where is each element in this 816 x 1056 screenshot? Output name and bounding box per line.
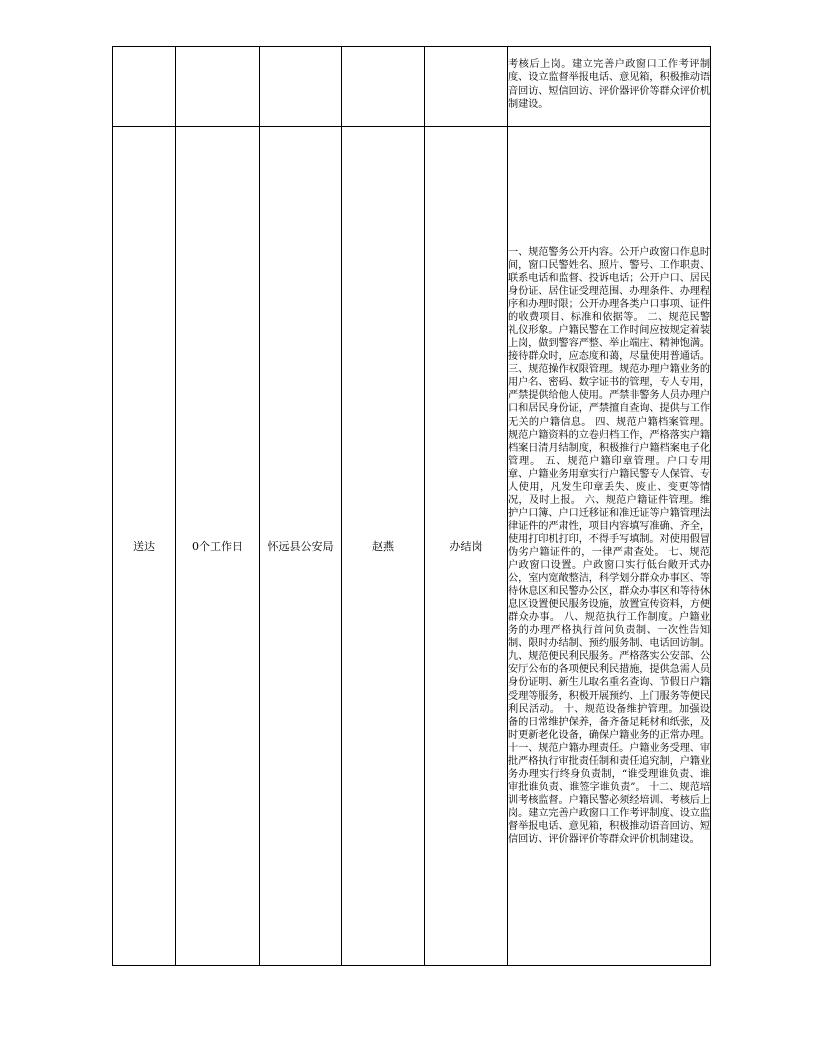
cell-person-empty	[342, 47, 425, 127]
content-text: 一、规范警务公开内容。公开户政窗口作息时间，窗口民警姓名、照片、警号、工作职责、联系电话和监督、投诉电话；公开户口、居民身份证、居住证受理范围、办理条件、办理程序和办理时限；公开办理各类户口事项、证件的收费项目、标准和依据等。 二、规范民警礼仪形象。户籍民警在工作时间应按规定着装上岗，做到警容严整、举止端庄、精神饱满。接待群众时，应态度和蔼，尽量使用普通话。三、规范操作权限管理。规范办理户籍业务的用户名、密码、数字证书的管理，专人专用，严禁提供给他人使用。严禁非警务人员办理户口和居民身份证，严禁擅自查询、提供与工作无关的户籍信息。 四、规范户籍档案管理。规范户籍资料的立卷归档工作，严格落实户籍档案日清月结制度，积极推行户籍档案电子化管理。 五、规范户籍印章管理。户口专用章、户籍业务用章实行户籍民警专人保管、专人使用，凡发生印章丢失、废止、变更等情况，及时上报。 六、规范户籍证件管理。维护户口簿、户口迁移证和准迁证等户籍管理法律证件的严肃性，项目内容填写准确、齐全，使用打印机打印，不得手写填制。对使用假冒伪劣户籍证件的，一律严肃查处。 七、规范户政窗口设置。户政窗口实行低台敞开式办公，室内宽敞整洁，科学划分群众办事区、等待休息区和民警办公区，群众办事区和等待休息区设置便民服务设施，放置宣传资料，方便群众办事。 八、规范执行工作制度。户籍业务的办理严格执行首问负责制、一次性告知制、限时办结制、预约服务制、电话回访制。 九、规范便民利民服务。严格落实公安部、公安厅公布的各项便民利民措施，提供急需人员身份证明、新生儿取名重名查询、节假日户籍受理等服务，积极开展预约、上门服务等便民利民活动。 十、规范设备维护管理。加强设备的日常维护保养，备齐备足耗材和纸张，及时更新老化设备，确保户籍业务的正常办理。 十一、规范户籍办理责任。户籍业务受理、审批严格执行审批责任制和责任追究制，户籍业务办理实行终身负责制，“谁受理谁负责、谁审批谁负责、谁签字谁负责”。 十二、规范培训考核监督。户籍民警必须经培训、考核后上岗。建立完善户政窗口工作考评制度、设立监督举报电话、意见箱，积极推动语音回访、短信回访、评价器评价等群众评价机制建设。	[508, 246, 710, 846]
cell-time-limit	[176, 127, 260, 966]
table-row-delivery	[113, 127, 711, 966]
post-text: 办结岗	[449, 539, 483, 553]
cell-time-limit-empty	[176, 47, 260, 127]
cell-step	[113, 127, 176, 966]
department-text: 怀远县公安局	[267, 539, 334, 553]
content-text-continued: 考核后上岗。建立完善户政窗口工作考评制度、设立监督举报电话、意见箱，积极推动语音回访、短信回访、评价器评价等群众评价机制建设。	[508, 59, 710, 110]
cell-person	[342, 127, 425, 966]
step-text: 送达	[133, 539, 155, 553]
table-row-continued	[113, 47, 711, 127]
process-table	[112, 46, 711, 966]
cell-step-empty	[113, 47, 176, 127]
person-text: 赵燕	[372, 539, 394, 553]
cell-department	[260, 127, 342, 966]
cell-content	[508, 127, 711, 966]
time-limit-text: 0个工作日	[192, 539, 243, 553]
cell-content-continued	[508, 47, 711, 127]
cell-post	[425, 127, 508, 966]
cell-department-empty	[260, 47, 342, 127]
cell-post-empty	[425, 47, 508, 127]
